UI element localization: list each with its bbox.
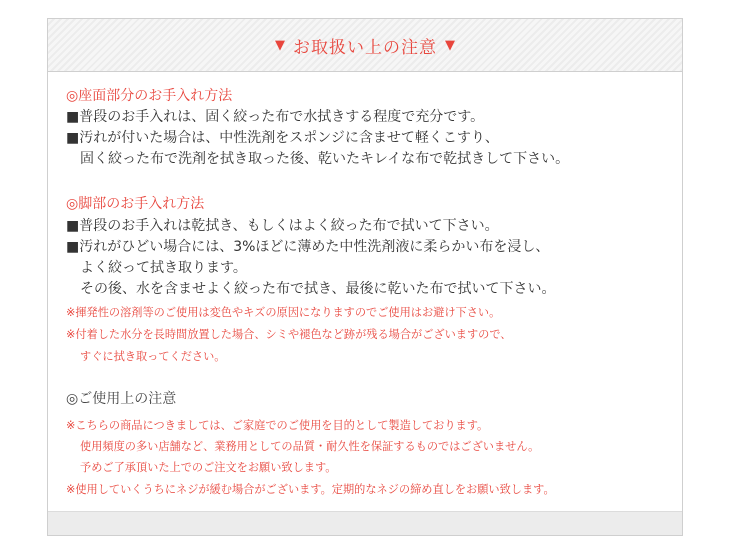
notice-box (47, 18, 683, 536)
legs-care-title: ◎脚部のお手入れ方法 (66, 196, 205, 212)
legs-care-line: その後、水を含ませよく絞った布で拭き、最後に乾いた布で拭いて下さい。 (80, 281, 556, 297)
usage-title: ◎ご使用上の注意 (66, 391, 177, 407)
legs-care-line: よく絞って拭き取ります。 (80, 260, 247, 276)
footer-bar (48, 511, 682, 535)
usage-note: 予めご了承頂いた上でのご注文をお願い致します。 (80, 461, 337, 474)
notice-header (48, 19, 682, 72)
legs-care-note: すぐに拭き取ってください。 (80, 350, 226, 363)
legs-care-line: ■汚れがひどい場合には、3%ほどに薄めた中性洗剤液に柔らかい布を浸し、 (66, 239, 550, 255)
seat-care-line: ■汚れが付いた場合は、中性洗剤をスポンジに含ませて軽くこすり、 (66, 130, 499, 146)
legs-care-note: ※揮発性の溶剤等のご使用は変色やキズの原因になりますのでご使用はお避け下さい。 (66, 306, 501, 319)
seat-care-title: ◎座面部分のお手入れ方法 (66, 88, 233, 104)
usage-note: 使用頻度の多い店舗など、業務用としての品質・耐久性を保証するものではございません。 (80, 440, 540, 453)
legs-care-note: ※付着した水分を長時間放置した場合、シミや褪色など跡が残る場合がございますので、 (66, 328, 512, 341)
triangle-down-icon: ▼ (445, 37, 455, 53)
usage-note: ※こちらの商品につきましては、ご家庭でのご使用を目的として製造しております。 (66, 419, 489, 432)
page-title: お取扱い上の注意 (293, 37, 437, 58)
usage-note: ※使用していくうちにネジが緩む場合がございます。定期的なネジの締め直しをお願い致します。 (66, 483, 555, 496)
legs-care-line: ■普段のお手入れは乾拭き、もしくはよく絞った布で拭いて下さい。 (66, 218, 499, 234)
seat-care-line: ■普段のお手入れは、固く絞った布で水拭きする程度で充分です。 (66, 109, 485, 125)
seat-care-line: 固く絞った布で洗剤を拭き取った後、乾いたキレイな布で乾拭きして下さい。 (80, 151, 570, 167)
triangle-down-icon: ▼ (275, 37, 285, 53)
